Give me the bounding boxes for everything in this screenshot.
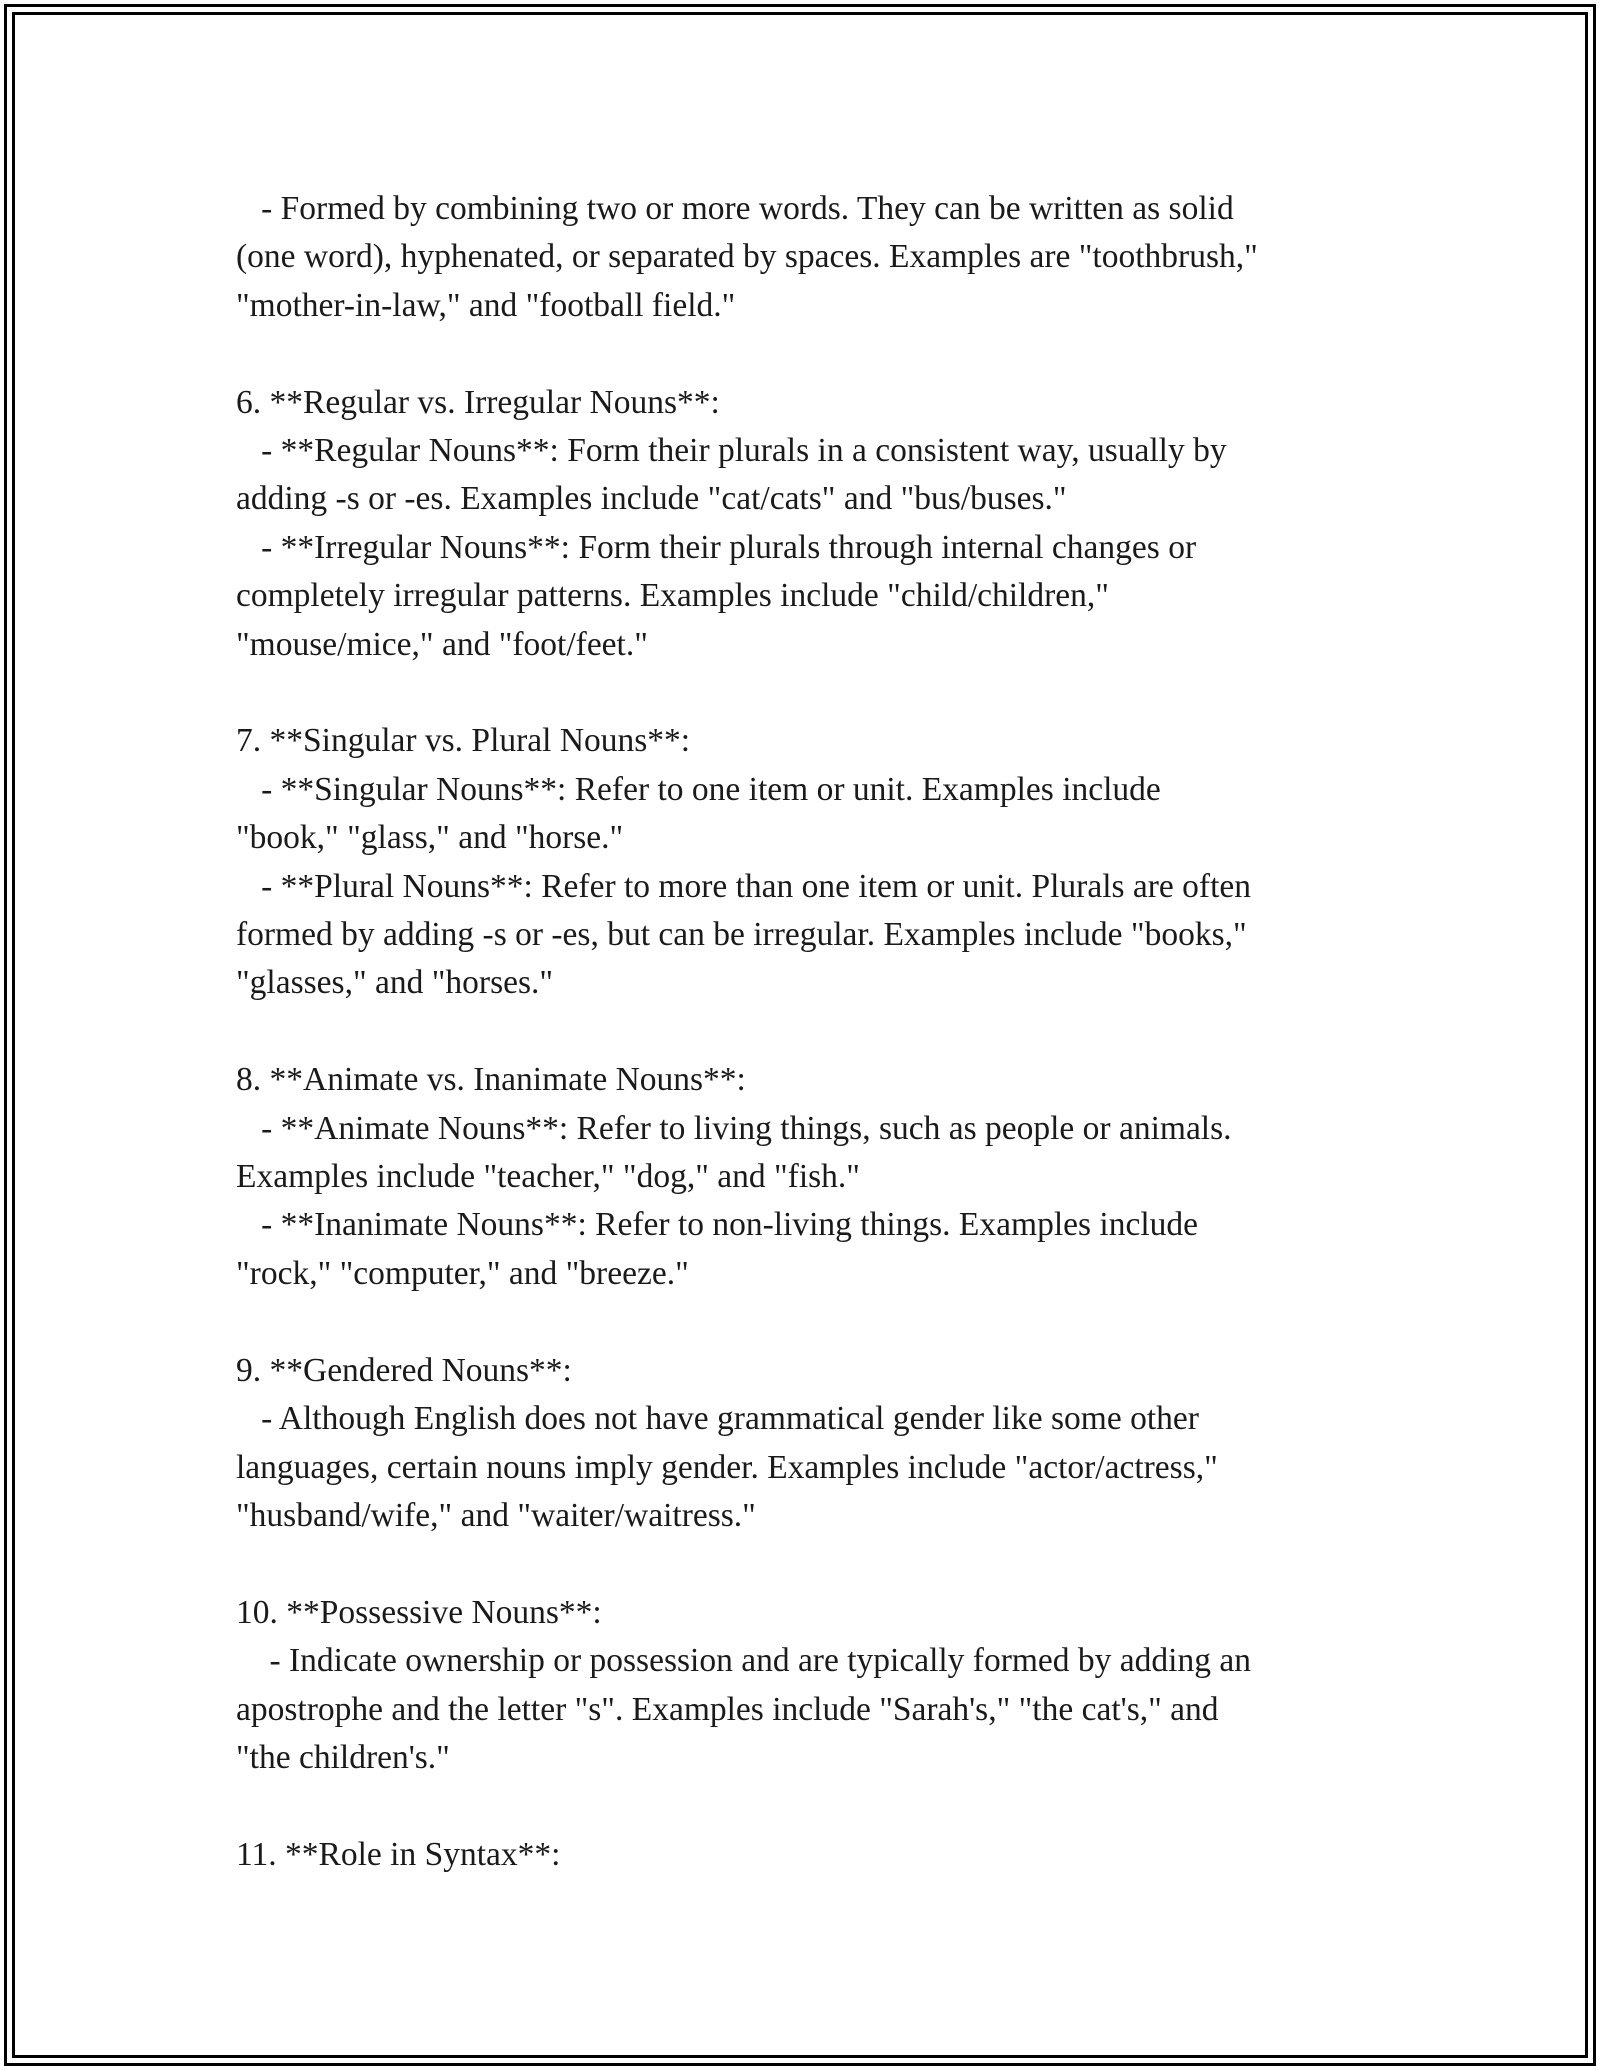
paragraph-gendered-nouns (236, 1347, 1366, 1541)
text-line: "the children's." (236, 1738, 450, 1776)
text-line: (one word), hyphenated, or separated by spaces. Examples are "toothbrush," (236, 238, 1258, 276)
paragraph-singular-vs-plural (236, 717, 1366, 1007)
section-heading: 6. **Regular vs. Irregular Nouns**: (236, 383, 720, 421)
document-body (236, 185, 1366, 1879)
text-line: languages, certain nouns imply gender. Examples include "actor/actress," (236, 1448, 1218, 1486)
text-line: formed by adding -s or -es, but can be irregular. Examples include "books," (236, 916, 1247, 954)
section-heading: 8. **Animate vs. Inanimate Nouns**: (236, 1061, 746, 1099)
text-line: - Although English does not have grammatical gender like some other (236, 1400, 1199, 1438)
text-line: Examples include "teacher," "dog," and "fish." (236, 1158, 860, 1196)
text-line: "mouse/mice," and "foot/feet." (236, 625, 648, 663)
text-line: adding -s or -es. Examples include "cat/cats" and "bus/buses." (236, 480, 1067, 518)
section-heading: 7. **Singular vs. Plural Nouns**: (236, 722, 691, 760)
text-line: - **Singular Nouns**: Refer to one item or unit. Examples include (236, 770, 1161, 808)
paragraph-possessive-nouns (236, 1589, 1366, 1783)
text-line: - **Plural Nouns**: Refer to more than one item or unit. Plurals are often (236, 867, 1252, 905)
text-line: - **Inanimate Nouns**: Refer to non-living things. Examples include (236, 1206, 1199, 1244)
text-line: completely irregular patterns. Examples include "child/children," (236, 577, 1109, 615)
paragraph-animate-vs-inanimate (236, 1056, 1366, 1298)
section-heading: 11. **Role in Syntax**: (236, 1835, 561, 1873)
text-line: "mother-in-law," and "football field." (236, 286, 736, 324)
paragraph-compound-nouns (236, 185, 1366, 330)
text-line: "rock," "computer," and "breeze." (236, 1254, 689, 1292)
text-line: - **Animate Nouns**: Refer to living things, such as people or animals. (236, 1109, 1232, 1147)
text-line: "book," "glass," and "horse." (236, 819, 624, 857)
text-line: - **Irregular Nouns**: Form their plurals through internal changes or (236, 528, 1197, 566)
text-line: - Indicate ownership or possession and are typically formed by adding an (236, 1642, 1251, 1680)
text-line: apostrophe and the letter "s". Examples include "Sarah's," "the cat's," and (236, 1690, 1219, 1728)
paragraph-role-in-syntax (236, 1831, 1366, 1879)
text-line: - **Regular Nouns**: Form their plurals in a consistent way, usually by (236, 432, 1227, 470)
paragraph-regular-vs-irregular (236, 379, 1366, 669)
section-heading: 10. **Possessive Nouns**: (236, 1593, 602, 1631)
text-line: - Formed by combining two or more words. They can be written as solid (236, 190, 1234, 227)
section-heading: 9. **Gendered Nouns**: (236, 1351, 572, 1389)
text-line: "glasses," and "horses." (236, 964, 554, 1002)
text-line: "husband/wife," and "waiter/waitress." (236, 1496, 756, 1534)
